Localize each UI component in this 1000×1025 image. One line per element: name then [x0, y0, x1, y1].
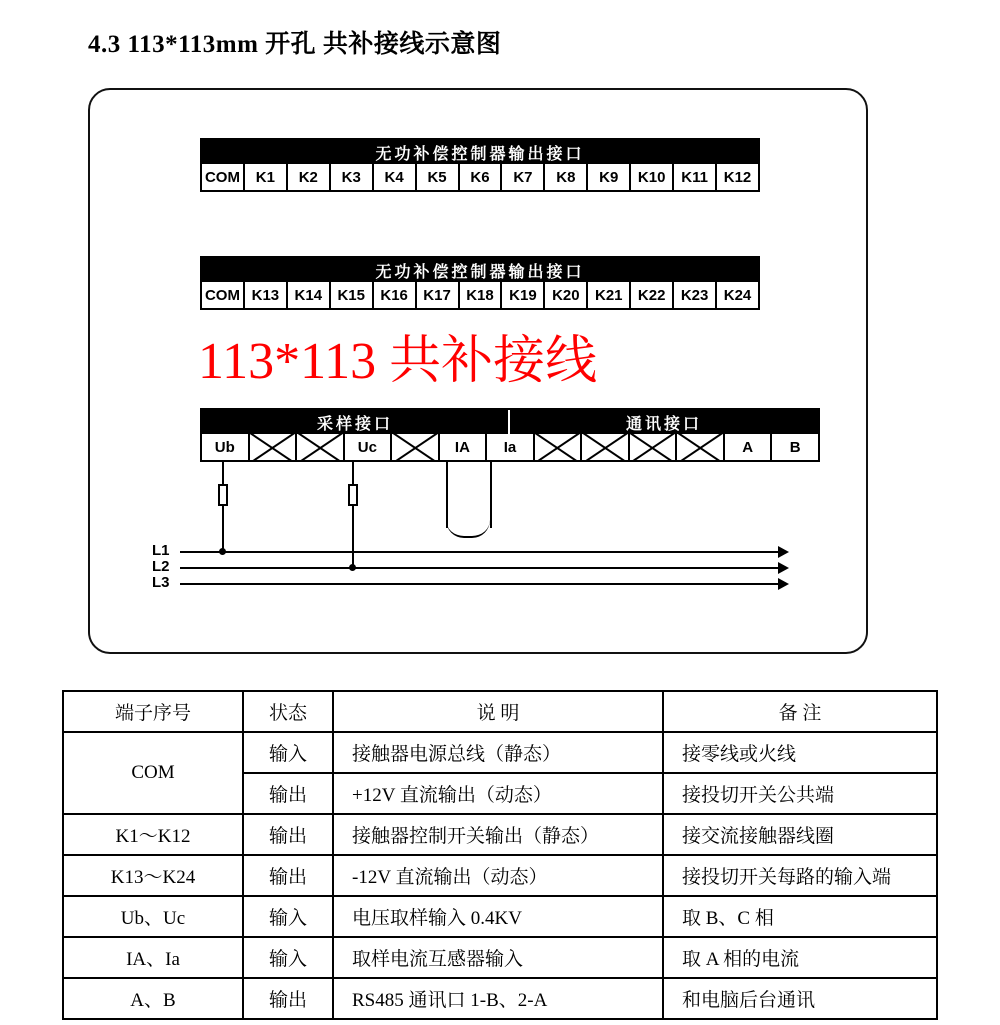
cell-terminal: K1～K12 — [63, 814, 243, 855]
block3-terminal-row — [202, 434, 818, 460]
controller-output-block-1 — [200, 138, 760, 192]
cell-state: 输出 — [243, 773, 333, 814]
block1-header: 无功补偿控制器输出接口 — [202, 140, 758, 164]
ia-wire-left — [446, 460, 448, 528]
table-row — [63, 814, 937, 855]
terminal-cell: K22 — [629, 282, 672, 308]
table-row — [63, 896, 937, 937]
sampling-and-comm-block — [200, 408, 820, 462]
cell-note: 取 A 相的电流 — [663, 937, 937, 978]
phase-arrow-l1 — [778, 546, 789, 558]
terminal-cell-b: B — [770, 434, 818, 460]
table-row — [63, 937, 937, 978]
terminal-cell: K18 — [458, 282, 501, 308]
terminal-cell-a: A — [723, 434, 771, 460]
terminal-cell-ia-upper: IA — [438, 434, 486, 460]
terminal-cell: K17 — [415, 282, 458, 308]
sampling-header: 采样接口 — [202, 410, 510, 434]
cell-desc: 取样电流互感器输入 — [333, 937, 663, 978]
terminal-cell: K16 — [372, 282, 415, 308]
terminal-cell-blank — [580, 434, 628, 460]
diagram-red-label: 113*113 共补接线 — [198, 333, 598, 390]
phase-arrow-l2 — [778, 562, 789, 574]
cell-state: 输入 — [243, 937, 333, 978]
table-row — [63, 978, 937, 1019]
cell-terminal: K13～K24 — [63, 855, 243, 896]
terminal-cell: K12 — [715, 164, 758, 190]
junction-dot-ub — [219, 548, 226, 555]
terminal-cell-ia-lower: Ia — [485, 434, 533, 460]
controller-output-block-2 — [200, 256, 760, 310]
cell-desc: +12V 直流输出（动态） — [333, 773, 663, 814]
terminal-cell-blank — [390, 434, 438, 460]
phase-line-l2 — [180, 567, 778, 569]
terminal-cell: K23 — [672, 282, 715, 308]
th-note: 备 注 — [663, 691, 937, 732]
cell-desc: -12V 直流输出（动态） — [333, 855, 663, 896]
cell-note: 接投切开关每路的输入端 — [663, 855, 937, 896]
cell-desc: 接触器控制开关输出（静态） — [333, 814, 663, 855]
ub-drop-wire — [222, 460, 224, 484]
terminal-cell: K14 — [286, 282, 329, 308]
terminal-cell: K19 — [500, 282, 543, 308]
block2-terminal-row — [202, 282, 758, 308]
phase-line-l3 — [180, 583, 778, 585]
cell-state: 输入 — [243, 732, 333, 773]
terminal-cell: K20 — [543, 282, 586, 308]
current-transformer — [446, 520, 490, 538]
cell-state: 输出 — [243, 814, 333, 855]
cell-note: 接投切开关公共端 — [663, 773, 937, 814]
terminal-cell: K7 — [500, 164, 543, 190]
block2-header: 无功补偿控制器输出接口 — [202, 258, 758, 282]
cell-note: 取 B、C 相 — [663, 896, 937, 937]
th-desc: 说 明 — [333, 691, 663, 732]
terminal-cell: K5 — [415, 164, 458, 190]
cell-desc: RS485 通讯口 1-B、2-A — [333, 978, 663, 1019]
cell-desc: 电压取样输入 0.4KV — [333, 896, 663, 937]
table-row — [63, 732, 937, 773]
cell-desc: 接触器电源总线（静态） — [333, 732, 663, 773]
terminal-cell: K2 — [286, 164, 329, 190]
cell-state: 输出 — [243, 978, 333, 1019]
terminal-cell: K3 — [329, 164, 372, 190]
terminal-cell: COM — [202, 164, 243, 190]
uc-drop-wire-2 — [352, 506, 354, 568]
terminal-cell-uc: Uc — [343, 434, 391, 460]
wiring-diagram-panel — [88, 88, 868, 654]
ub-drop-wire-2 — [222, 506, 224, 552]
cell-note: 接交流接触器线圈 — [663, 814, 937, 855]
phase-label-l3: L3 — [152, 574, 170, 591]
terminal-cell: K11 — [672, 164, 715, 190]
terminal-cell: K10 — [629, 164, 672, 190]
terminal-cell-blank — [248, 434, 296, 460]
terminal-cell-ub: Ub — [202, 434, 248, 460]
terminal-cell: K21 — [586, 282, 629, 308]
th-state: 状态 — [243, 691, 333, 732]
ub-fuse — [218, 484, 228, 506]
cell-state: 输入 — [243, 896, 333, 937]
uc-fuse — [348, 484, 358, 506]
terminal-cell: K15 — [329, 282, 372, 308]
terminal-cell: K13 — [243, 282, 286, 308]
table-header-row — [63, 691, 937, 732]
cell-state: 输出 — [243, 855, 333, 896]
terminal-cell-blank — [628, 434, 676, 460]
terminal-cell: K8 — [543, 164, 586, 190]
block3-header-row — [202, 410, 818, 434]
cell-terminal: A、B — [63, 978, 243, 1019]
cell-terminal: IA、Ia — [63, 937, 243, 978]
th-terminal: 端子序号 — [63, 691, 243, 732]
phase-arrow-l3 — [778, 578, 789, 590]
cell-note: 和电脑后台通讯 — [663, 978, 937, 1019]
terminal-spec-table — [62, 690, 938, 1020]
block1-terminal-row — [202, 164, 758, 190]
table-row — [63, 855, 937, 896]
uc-drop-wire — [352, 460, 354, 484]
cell-terminal: COM — [63, 732, 243, 814]
cell-terminal: Ub、Uc — [63, 896, 243, 937]
comm-header: 通讯接口 — [510, 410, 818, 434]
terminal-cell-blank — [295, 434, 343, 460]
terminal-cell-blank — [533, 434, 581, 460]
terminal-cell: K24 — [715, 282, 758, 308]
junction-dot-uc — [349, 564, 356, 571]
terminal-cell: K9 — [586, 164, 629, 190]
phase-line-l1 — [180, 551, 778, 553]
terminal-cell: K1 — [243, 164, 286, 190]
terminal-cell: COM — [202, 282, 243, 308]
page-title: 4.3 113*113mm 开孔 共补接线示意图 — [88, 31, 502, 58]
terminal-cell: K4 — [372, 164, 415, 190]
ia-wire-right — [490, 460, 492, 528]
phase-label-l2: L2 — [152, 558, 170, 575]
terminal-cell-blank — [675, 434, 723, 460]
phase-label-l1: L1 — [152, 542, 170, 559]
cell-note: 接零线或火线 — [663, 732, 937, 773]
terminal-cell: K6 — [458, 164, 501, 190]
